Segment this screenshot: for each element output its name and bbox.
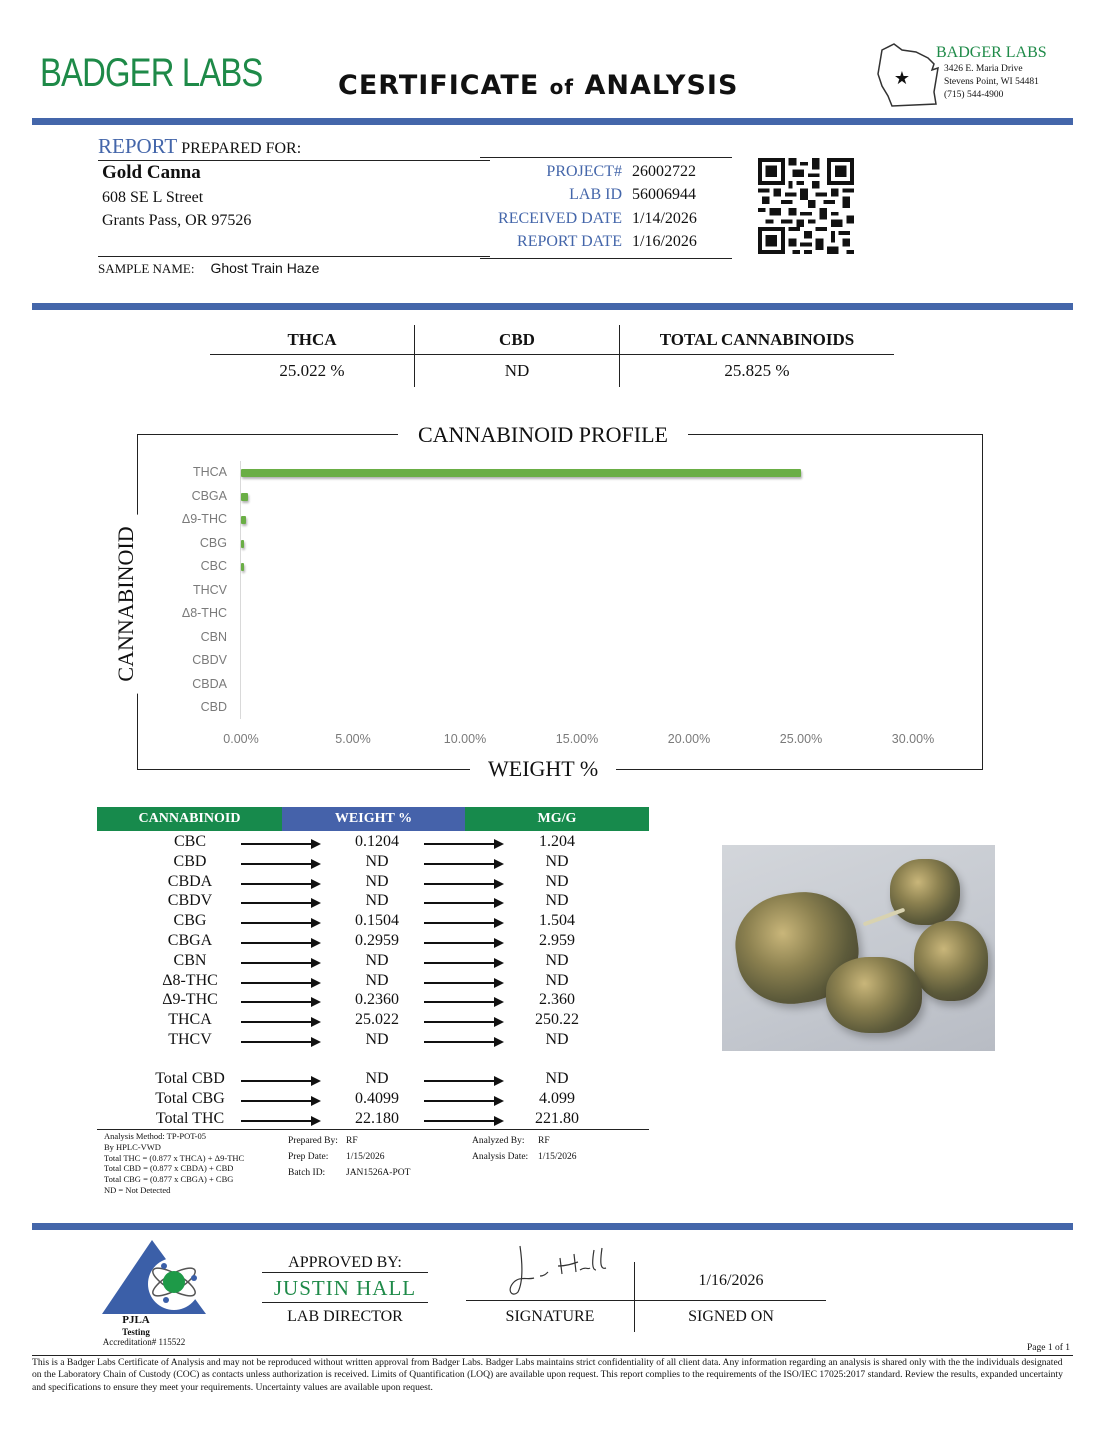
report-meta bbox=[480, 157, 732, 259]
weight-value: ND bbox=[365, 1070, 389, 1087]
report-label: REPORT bbox=[98, 134, 178, 158]
chart-bar bbox=[241, 516, 246, 524]
chart-bar bbox=[241, 563, 244, 571]
arrow-icon bbox=[241, 1041, 319, 1043]
prepared-by-value: RF bbox=[346, 1136, 358, 1146]
meta-value: 1/16/2026 bbox=[632, 233, 697, 251]
chart-y-tick-label: Δ9-THC bbox=[181, 512, 227, 526]
chart-plot-area bbox=[240, 461, 926, 719]
arrow-icon bbox=[424, 922, 502, 924]
approved-by-label: APPROVED BY: bbox=[262, 1254, 428, 1273]
weight-value: 22.180 bbox=[355, 1109, 399, 1127]
table-row bbox=[97, 1070, 649, 1090]
arrow-icon bbox=[424, 843, 502, 845]
weight-value: 0.2360 bbox=[355, 991, 399, 1009]
approver-role: LAB DIRECTOR bbox=[287, 1308, 403, 1325]
mgg-value: ND bbox=[545, 872, 569, 890]
arrow-icon bbox=[424, 1041, 502, 1043]
weight-value: ND bbox=[365, 1031, 389, 1048]
wisconsin-map-icon bbox=[872, 40, 944, 112]
sample-name-value: Ghost Train Haze bbox=[210, 260, 320, 276]
analyzed-by-value: RF bbox=[538, 1136, 550, 1146]
chart-y-tick-label: CBGA bbox=[191, 488, 227, 503]
summary-header-total: TOTAL CANNABINOIDS bbox=[659, 329, 855, 349]
arrow-icon bbox=[241, 1021, 319, 1023]
chart-y-axis-label: CANNABINOID bbox=[113, 514, 139, 693]
cannabinoid-name: CBDA bbox=[167, 872, 213, 890]
mgg-value: 221.80 bbox=[535, 1109, 579, 1127]
mgg-value: ND bbox=[545, 1031, 569, 1048]
prep-date-value: 1/15/2026 bbox=[346, 1152, 385, 1162]
summary-value-cbd: ND bbox=[415, 355, 620, 387]
pjla-atom-icon bbox=[96, 1238, 216, 1316]
weight-value: 25.022 bbox=[355, 1011, 399, 1029]
table-row bbox=[97, 853, 649, 873]
meta-received-date bbox=[480, 207, 732, 231]
header-mgg: MG/G bbox=[465, 807, 649, 831]
mgg-value: 250.22 bbox=[535, 1011, 579, 1029]
arrow-icon bbox=[241, 982, 319, 984]
weight-value: 0.4099 bbox=[355, 1089, 399, 1107]
arrow-icon bbox=[424, 1100, 502, 1102]
cannabinoid-name: Total CBG bbox=[155, 1089, 225, 1107]
meta-project bbox=[480, 160, 732, 184]
arrow-icon bbox=[424, 1021, 502, 1023]
arrow-icon bbox=[241, 962, 319, 964]
weight-value: ND bbox=[365, 872, 389, 890]
table-bottom-rule bbox=[97, 1129, 649, 1130]
cannabinoid-name: CBGA bbox=[167, 932, 213, 949]
arrow-icon bbox=[424, 883, 502, 885]
footer-rule bbox=[32, 1355, 1073, 1356]
chart-bar bbox=[241, 493, 248, 501]
mgg-value: 4.099 bbox=[539, 1089, 575, 1107]
logo-text: BADGER LABS bbox=[40, 50, 263, 95]
note-line: Analysis Method: TP-POT-05 bbox=[104, 1131, 207, 1141]
weight-value: ND bbox=[365, 852, 389, 870]
arrow-icon bbox=[424, 902, 502, 904]
lab-phone: (715) 544-4900 bbox=[944, 90, 1004, 100]
arrow-icon bbox=[241, 1001, 319, 1003]
arrow-icon bbox=[241, 863, 319, 865]
table-row bbox=[97, 912, 649, 932]
meta-label: RECEIVED DATE bbox=[498, 209, 622, 227]
prep-date-label: Prep Date: bbox=[288, 1152, 329, 1162]
summary-header-row bbox=[210, 325, 894, 355]
cannabinoid-name: CBG bbox=[173, 912, 207, 930]
signature-image bbox=[500, 1240, 620, 1300]
cannabinoid-name: CBN bbox=[173, 951, 207, 969]
weight-value: 0.1204 bbox=[355, 833, 399, 850]
cannabinoid-name: Total THC bbox=[155, 1109, 225, 1127]
arrow-icon bbox=[241, 902, 319, 904]
signed-date: 1/16/2026 bbox=[698, 1272, 764, 1289]
cannabinoid-table bbox=[97, 807, 649, 1127]
client-address-1: 608 SE L Street bbox=[102, 189, 204, 206]
arrow-icon bbox=[424, 1120, 502, 1122]
table-row bbox=[97, 1031, 649, 1051]
arrow-icon bbox=[424, 982, 502, 984]
chart-y-tick-label: CBDV bbox=[192, 653, 227, 667]
table-row bbox=[97, 952, 649, 972]
chart-bar bbox=[241, 540, 244, 548]
page-number: Page 1 of 1 bbox=[1026, 1343, 1070, 1353]
client-name: Gold Canna bbox=[102, 162, 201, 183]
table-row bbox=[97, 1090, 649, 1110]
summary-value-thca: 25.022 % bbox=[210, 355, 415, 387]
lab-address-1: 3426 E. Maria Drive bbox=[944, 64, 1023, 74]
prepared-by-label: Prepared By: bbox=[288, 1136, 338, 1146]
table-row bbox=[97, 1011, 649, 1031]
chart-title: CANNABINOID PROFILE bbox=[398, 422, 688, 448]
svg-text:★: ★ bbox=[893, 68, 911, 88]
batch-id-label: Batch ID: bbox=[288, 1168, 326, 1178]
summary-header-cbd: CBD bbox=[415, 325, 620, 354]
mgg-value: 2.959 bbox=[539, 932, 575, 949]
weight-value: ND bbox=[365, 892, 389, 910]
chart-y-tick-label: CBD bbox=[200, 700, 227, 714]
analyzed-by-label: Analyzed By: bbox=[472, 1136, 525, 1146]
prepared-for-heading bbox=[98, 134, 490, 161]
meta-lab-id bbox=[480, 184, 732, 208]
prepared-for-label: PREPARED FOR: bbox=[177, 140, 302, 157]
header-divider bbox=[32, 118, 1073, 125]
footer-divider bbox=[32, 1223, 1073, 1230]
chart-x-tick-label: 20.00% bbox=[667, 732, 711, 746]
note-line: Total CBG = (0.877 x CBGA) + CBG bbox=[104, 1174, 234, 1185]
signature-line bbox=[466, 1300, 826, 1301]
analysis-date-value: 1/15/2026 bbox=[538, 1152, 577, 1162]
mgg-value: ND bbox=[545, 1070, 569, 1087]
chart-x-tick-label: 0.00% bbox=[223, 732, 259, 746]
analysis-notes bbox=[104, 1131, 244, 1196]
cannabinoid-name: CBDV bbox=[167, 892, 213, 910]
chart-y-tick-label: CBN bbox=[200, 629, 227, 644]
chart-y-tick-label: Δ8-THC bbox=[181, 606, 227, 620]
chart-y-tick-label: CBC bbox=[200, 559, 227, 573]
cannabinoid-name: THCV bbox=[168, 1031, 212, 1048]
badger-labs-logo bbox=[32, 48, 282, 98]
meta-value: 1/14/2026 bbox=[632, 209, 697, 227]
lab-address-2: Stevens Point, WI 54481 bbox=[944, 77, 1039, 87]
signed-on-label: SIGNED ON bbox=[688, 1308, 774, 1325]
arrow-icon bbox=[424, 962, 502, 964]
arrow-icon bbox=[424, 863, 502, 865]
analysis-info bbox=[472, 1133, 577, 1165]
weight-value: 0.2959 bbox=[355, 932, 399, 949]
header-weight: WEIGHT % bbox=[282, 807, 465, 831]
note-line: ND = Not Detected bbox=[104, 1184, 171, 1195]
signature-divider bbox=[634, 1262, 635, 1332]
accreditation-number: Accreditation# 115522 bbox=[102, 1337, 186, 1347]
pjla-accreditation-logo bbox=[96, 1238, 216, 1350]
title-part-2: ANALYSIS bbox=[574, 70, 739, 101]
section-divider bbox=[32, 303, 1073, 310]
chart-x-tick-label: 10.00% bbox=[443, 732, 487, 746]
lab-name: BADGER LABS bbox=[936, 44, 1047, 61]
meta-report-date bbox=[480, 231, 732, 255]
chart-x-tick-label: 15.00% bbox=[555, 732, 599, 746]
lab-address-block bbox=[872, 38, 1072, 110]
chart-y-tick-label: THCA bbox=[192, 465, 227, 479]
meta-label: PROJECT# bbox=[546, 162, 622, 180]
summary-header-thca: THCA bbox=[210, 325, 415, 354]
cannabinoid-name: THCA bbox=[168, 1011, 212, 1029]
cannabinoid-name: Δ8-THC bbox=[162, 971, 218, 989]
cannabinoid-name: Δ9-THC bbox=[162, 991, 218, 1009]
prep-info bbox=[288, 1133, 410, 1181]
qr-code-icon[interactable] bbox=[758, 158, 854, 254]
meta-label: LAB ID bbox=[569, 186, 622, 204]
table-row bbox=[97, 892, 649, 912]
arrow-icon bbox=[241, 843, 319, 845]
client-address-2: Grants Pass, OR 97526 bbox=[102, 212, 252, 229]
header-cannabinoid: CANNABINOID bbox=[97, 807, 282, 831]
note-line: By HPLC-VWD bbox=[104, 1141, 161, 1152]
table-row bbox=[97, 991, 649, 1011]
arrow-icon bbox=[241, 883, 319, 885]
table-row bbox=[97, 833, 649, 853]
arrow-icon bbox=[241, 942, 319, 944]
document-title bbox=[338, 70, 738, 101]
weight-value: ND bbox=[365, 951, 389, 969]
batch-id-value: JAN1526A-POT bbox=[346, 1168, 411, 1178]
sample-name-label: SAMPLE NAME: bbox=[98, 261, 195, 276]
meta-label: REPORT DATE bbox=[517, 233, 622, 251]
title-part-1: CERTIFICATE bbox=[338, 70, 550, 101]
arrow-icon bbox=[241, 1120, 319, 1122]
weight-value: ND bbox=[365, 971, 389, 989]
cannabinoid-name: CBC bbox=[173, 833, 206, 850]
meta-value: 26002722 bbox=[632, 162, 696, 180]
table-row bbox=[97, 972, 649, 992]
summary-value-row bbox=[210, 355, 894, 387]
chart-x-tick-label: 30.00% bbox=[891, 732, 935, 746]
meta-value: 56006944 bbox=[632, 186, 696, 204]
title-of: of bbox=[549, 75, 575, 99]
chart-bar bbox=[241, 469, 801, 477]
cannabinoid-name: Total CBD bbox=[155, 1070, 225, 1087]
table-header-row bbox=[97, 807, 649, 831]
arrow-icon bbox=[241, 1080, 319, 1082]
note-line: Total CBD = (0.877 x CBDA) + CBD bbox=[104, 1163, 234, 1174]
mgg-value: 1.204 bbox=[539, 833, 575, 850]
mgg-value: ND bbox=[545, 892, 569, 910]
summary-value-total: 25.825 % bbox=[724, 361, 790, 380]
signature-label: SIGNATURE bbox=[505, 1308, 595, 1325]
arrow-icon bbox=[424, 942, 502, 944]
mgg-value: ND bbox=[545, 951, 569, 969]
arrow-icon bbox=[241, 1100, 319, 1102]
note-line: Total THC = (0.877 x THCA) + Δ9-THC bbox=[104, 1152, 245, 1163]
table-row bbox=[97, 932, 649, 952]
summary-table bbox=[210, 325, 894, 387]
analysis-date-label: Analysis Date: bbox=[472, 1152, 529, 1162]
mgg-value: ND bbox=[545, 971, 569, 989]
arrow-icon bbox=[424, 1001, 502, 1003]
mgg-value: 2.360 bbox=[539, 991, 575, 1009]
arrow-icon bbox=[241, 922, 319, 924]
table-row bbox=[97, 873, 649, 893]
sample-name-row bbox=[98, 256, 490, 278]
mgg-value: 1.504 bbox=[539, 912, 575, 930]
pjla-testing-text: Testing bbox=[122, 1327, 150, 1337]
chart-x-tick-label: 25.00% bbox=[779, 732, 823, 746]
disclaimer-text: This is a Badger Labs Certificate of Analysis and may not be reproduced without written approval from Badger Labs. Badger Labs maintains strict confidentiality of all client data. Any information regarding an analysis is shared only with the the individuals designated on the Laboratory Chain of Custody (COC) as contacts unless authorization is received. Limits of Quantification (LOQ) are available upon request. This report complies to the requirements of the ISO/IEC 17025:2017 standard. Review the results, expanded uncertainty and specifications to ensure they meet your requirements. Uncertainty values are available upon request. bbox=[32, 1357, 1063, 1393]
chart-y-tick-label: THCV bbox=[192, 582, 227, 597]
arrow-icon bbox=[424, 1080, 502, 1082]
chart-x-axis-label: WEIGHT % bbox=[470, 756, 616, 782]
mgg-value: ND bbox=[545, 852, 569, 870]
chart-y-tick-label: CBDA bbox=[192, 676, 227, 691]
table-row bbox=[97, 1110, 649, 1130]
chart-x-tick-label: 5.00% bbox=[335, 732, 371, 746]
chart-y-tick-label: CBG bbox=[199, 535, 227, 550]
pjla-text: PJLA bbox=[122, 1314, 150, 1326]
cannabinoid-name: CBD bbox=[173, 852, 207, 870]
weight-value: 0.1504 bbox=[355, 912, 399, 930]
sample-photo bbox=[722, 845, 995, 1051]
approver-name: JUSTIN HALL bbox=[262, 1276, 428, 1303]
